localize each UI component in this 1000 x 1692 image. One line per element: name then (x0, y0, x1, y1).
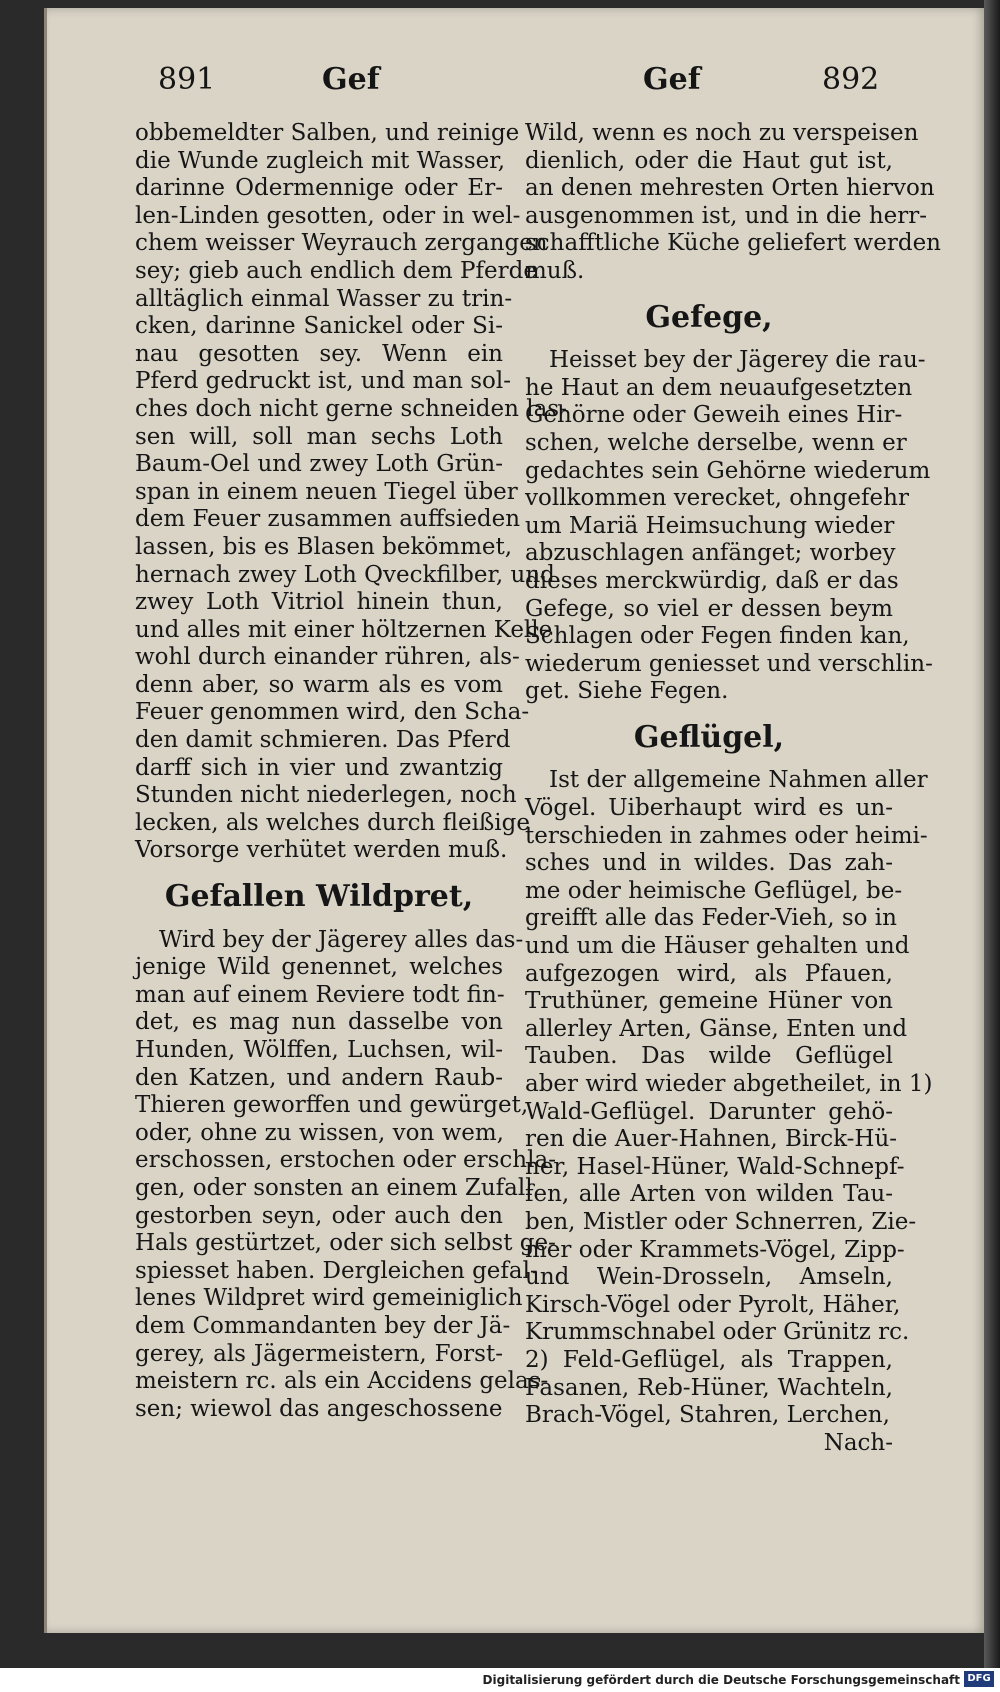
text-line: Hunden, Wölffen, Luchsen, wil- (135, 1037, 503, 1063)
text-line: schafftliche Küche geliefert werden (525, 230, 941, 257)
text-line: muß. (525, 257, 585, 284)
text-line: dem Commandanten bey der Jä- (135, 1312, 511, 1339)
left-continuation-text (135, 120, 567, 865)
text-line: Wird bey der Jägerey alles das- (159, 926, 524, 953)
text-line: get. Siehe Fegen. (525, 678, 729, 705)
text-line: lassen, bis es Blasen bekömmet, (135, 533, 513, 560)
text-line: lecken, als welches durch fleißige (135, 809, 530, 836)
text-line: meistern rc. als ein Accidens gelas- (135, 1368, 549, 1395)
text-line: mer oder Krammets-Vögel, Zipp- (525, 1236, 905, 1263)
text-line: dienlich, oder die Haut gut ist, (525, 147, 893, 174)
text-line: Tauben. Das wilde Geflügel (525, 1043, 893, 1070)
text-line: sen; wiewol das angeschossene (135, 1395, 503, 1422)
right-page-number: 892 (822, 62, 880, 97)
left-column (135, 120, 567, 1423)
text-line: gestorben seyn, oder auch den (135, 1202, 503, 1229)
footer-bar (0, 1668, 1000, 1692)
entry-text-gefege (525, 347, 933, 706)
right-running-head: Gef (643, 62, 701, 97)
text-line: Ist der allgemeine Nahmen aller (549, 767, 928, 794)
text-line: chem weisser Weyrauch zergangen (135, 230, 548, 257)
text-line: ches doch nicht gerne schneiden las- (135, 395, 567, 422)
text-line: darff sich in vier und zwantzig (135, 754, 503, 781)
text-line: 2) Feld-Geflügel, als Trappen, (525, 1346, 893, 1373)
text-line: spiesset haben. Dergleichen gefal- (135, 1257, 538, 1284)
left-running-head: Gef (322, 62, 380, 97)
text-line: alltäglich einmal Wasser zu trin- (135, 285, 513, 312)
text-line: obbemeldter Salben, und reinige (135, 120, 520, 146)
text-line: aber wird wieder abgetheilet, in 1) (525, 1071, 933, 1097)
text-line: ner, Hasel-Hüner, Wald-Schnepf- (525, 1153, 905, 1180)
entry-text-gefluegel (525, 767, 933, 1429)
text-line: lenes Wildpret wird gemeiniglich (135, 1285, 523, 1312)
text-line: um Mariä Heimsuchung wieder (525, 512, 895, 539)
text-line: aufgezogen wird, als Pfauen, (525, 960, 893, 987)
text-line: man auf einem Reviere todt fin- (135, 981, 505, 1008)
text-line: Wild, wenn es noch zu verspeisen (525, 120, 919, 146)
text-line: det, es mag nun dasselbe von (135, 1009, 503, 1036)
text-line: und um die Häuser gehalten und (525, 933, 910, 960)
text-line: vollkommen verecket, ohngefehr (525, 485, 909, 512)
text-line: ausgenommen ist, und in die herr- (525, 202, 928, 229)
text-line: gen, oder sonsten an einem Zufall (135, 1174, 533, 1201)
text-line: erschossen, erstochen oder erschla- (135, 1147, 556, 1174)
text-line: cken, darinne Sanickel oder Si- (135, 313, 503, 340)
entry-heading-gefluegel: Geflügel, (633, 719, 785, 755)
text-line: den damit schmieren. Das Pferd (135, 727, 511, 754)
text-line: Feuer genommen wird, den Scha- (135, 699, 530, 726)
text-line: dieses merckwürdig, daß er das (525, 567, 899, 594)
text-line: len-Linden gesotten, oder in wel- (135, 202, 521, 229)
text-line: Wald-Geflügel. Darunter gehö- (525, 1098, 893, 1125)
text-line: und Wein-Drosseln, Amseln, (525, 1264, 893, 1291)
catchword: Nach- (823, 1429, 893, 1456)
text-line: an denen mehresten Orten hiervon (525, 175, 935, 202)
text-line: abzuschlagen anfänget; worbey (525, 540, 896, 567)
entry-heading-gefege: Gefege, (645, 299, 773, 335)
text-line: wohl durch einander rühren, als- (135, 644, 520, 671)
text-line: Heisset bey der Jägerey die rau- (549, 347, 926, 374)
text-line: Schlagen oder Fegen finden kan, (525, 623, 910, 650)
text-line: schen, welche derselbe, wenn er (525, 429, 907, 456)
text-line: oder, ohne zu wissen, von wem, (135, 1119, 504, 1146)
text-line: span in einem neuen Tiegel über (135, 478, 518, 505)
text-line: die Wunde zugleich mit Wasser, (135, 147, 506, 174)
entry-heading-gefallen-wildpret: Gefallen Wildpret, (164, 879, 474, 915)
entry-text-gefallen-wildpret (135, 926, 556, 1424)
text-line: greifft alle das Feder-Vieh, so in (525, 905, 897, 932)
text-line: Fasanen, Reb-Hüner, Wachteln, (525, 1374, 893, 1401)
text-line: Gefege, so viel er dessen beym (525, 595, 893, 622)
text-line: Thieren geworffen und gewürget, (135, 1092, 529, 1119)
text-line: den Katzen, und andern Raub- (135, 1064, 503, 1091)
text-line: Pferd gedruckt ist, und man sol- (135, 368, 511, 395)
book-edge (984, 0, 1000, 1668)
text-line: Stunden nicht niederlegen, noch (135, 782, 517, 809)
text-line: jenige Wild genennet, welches (135, 954, 503, 981)
text-line: allerley Arten, Gänse, Enten und (525, 1015, 908, 1042)
text-line: he Haut an dem neuaufgesetzten (525, 374, 913, 401)
text-line: gerey, als Jägermeistern, Forst- (135, 1340, 503, 1367)
text-line: sches und in wildes. Das zah- (525, 850, 893, 877)
text-line: dem Feuer zusammen auffsieden (135, 506, 521, 533)
footer-credit: Digitalisierung gefördert durch die Deutsche Forschungsgemeinschaft (482, 1673, 960, 1687)
text-line: ren die Auer-Hahnen, Birck-Hü- (525, 1126, 898, 1153)
text-line: me oder heimische Geflügel, be- (525, 877, 903, 904)
text-line: Baum-Oel und zwey Loth Grün- (135, 451, 503, 478)
text-line: und alles mit einer höltzernen Kelle (135, 616, 553, 643)
text-line: sen will, soll man sechs Loth (135, 423, 503, 450)
text-line: Hals gestürtzet, oder sich selbst ge- (135, 1230, 556, 1257)
text-line: fen, alle Arten von wilden Tau- (525, 1181, 893, 1208)
text-line: hernach zwey Loth Qveckfilber, und (135, 561, 555, 588)
text-line: gedachtes sein Gehörne wiederum (525, 457, 931, 484)
text-line: nau gesotten sey. Wenn ein (135, 340, 503, 367)
text-line: Krummschnabel oder Grünitz rc. (525, 1319, 910, 1346)
text-line: Gehörne oder Geweih eines Hir- (525, 402, 903, 429)
text-line: ben, Mistler oder Schnerren, Zie- (525, 1208, 917, 1235)
right-column (525, 120, 941, 1457)
right-continuation-text (525, 120, 941, 286)
text-line: Kirsch-Vögel oder Pyrolt, Häher, (525, 1291, 901, 1318)
text-line: Vögel. Uiberhaupt wird es un- (525, 795, 893, 822)
text-line: denn aber, so warm als es vom (135, 671, 503, 698)
text-line: darinne Odermennige oder Er- (135, 175, 503, 202)
text-line: Truthüner, gemeine Hüner von (525, 988, 893, 1015)
text-line: zwey Loth Vitriol hinein thun, (135, 589, 503, 616)
left-page-number: 891 (158, 62, 216, 97)
text-line: Brach-Vögel, Stahren, Lerchen, (525, 1402, 890, 1429)
text-line: terschieden in zahmes oder heimi- (525, 822, 928, 849)
text-line: sey; gieb auch endlich dem Pferde (135, 257, 537, 284)
text-line: wiederum geniesset und verschlin- (525, 650, 933, 677)
text-line: Vorsorge verhütet werden muß. (135, 837, 508, 864)
dfg-logo: DFG (964, 1671, 994, 1687)
